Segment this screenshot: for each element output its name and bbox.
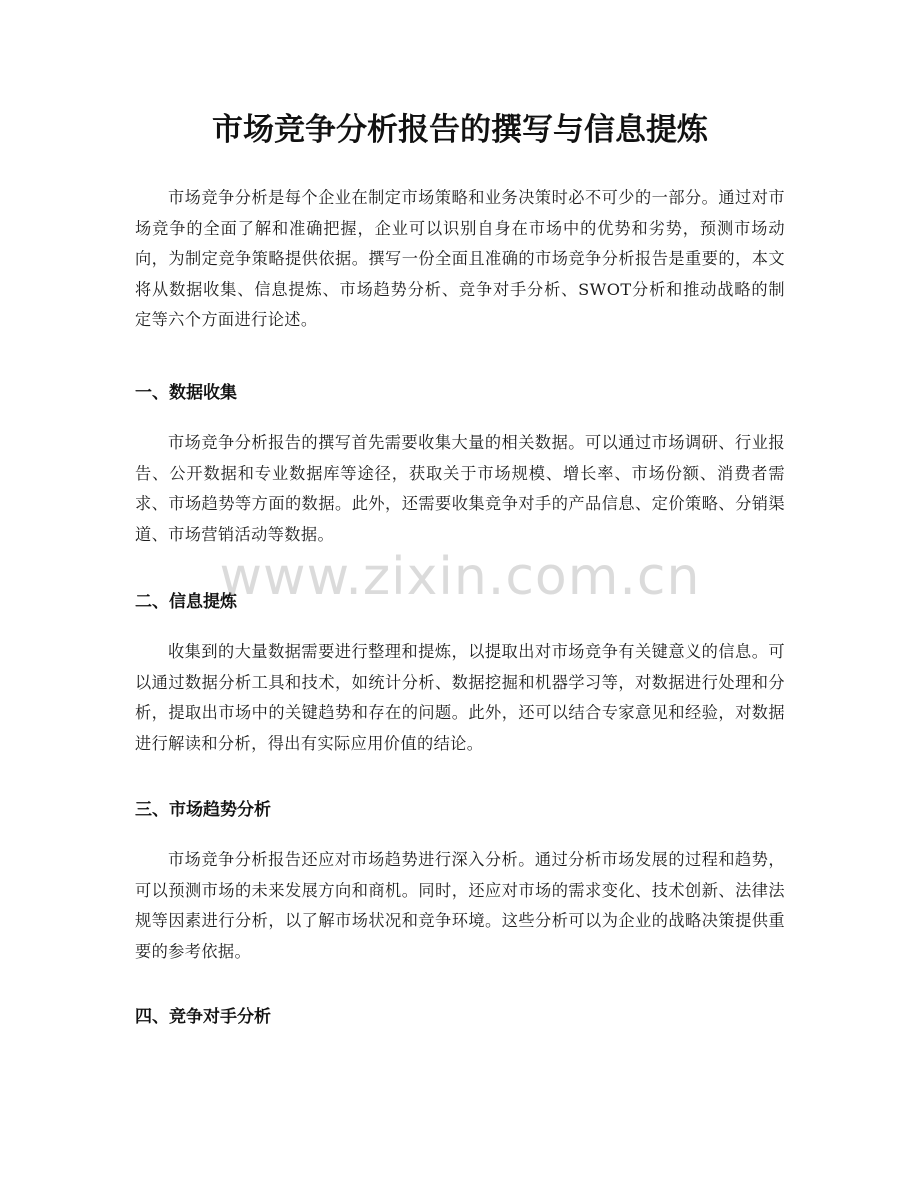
section-body-info-refinement: 收集到的大量数据需要进行整理和提炼，以提取出对市场竞争有关键意义的信息。可以通过数据分析工具和技术，如统计分析、数据挖掘和机器学习等，对数据进行处理和分析，提取出市场中的关键趋势和存在的问题。此外，还可以结合专家意见和经验，对数据进行解读和分析，得出有实际应用价值的结论。 [135, 642, 785, 753]
section-heading-market-trend: 三、市场趋势分析 [135, 800, 271, 820]
section-body-market-trend: 市场竞争分析报告还应对市场趋势进行深入分析。通过分析市场发展的过程和趋势，可以预测市场的未来发展方向和商机。同时，还应对市场的需求变化、技术创新、法律法规等因素进行分析，以了解市场状况和竞争环境。这些分析可以为企业的战略决策提供重要的参考依据。 [135, 850, 785, 961]
section-heading-competitor-analysis: 四、竞争对手分析 [135, 1007, 271, 1027]
section-body-data-collection: 市场竞争分析报告的撰写首先需要收集大量的相关数据。可以通过市场调研、行业报告、公开数据和专业数据库等途径，获取关于市场规模、增长率、市场份额、消费者需求、市场趋势等方面的数据。此外，还需要收集竞争对手的产品信息、定价策略、分销渠道、市场营销活动等数据。 [135, 433, 785, 544]
section-heading-data-collection: 一、数据收集 [135, 383, 237, 403]
section-heading-info-refinement: 二、信息提炼 [135, 592, 237, 612]
document-title: 市场竞争分析报告的撰写与信息提炼 [212, 112, 708, 148]
watermark: www.zixin.com.cn [219, 547, 701, 607]
intro-paragraph: 市场竞争分析是每个企业在制定市场策略和业务决策时必不可少的一部分。通过对市场竞争的全面了解和准确把握，企业可以识别自身在市场中的优势和劣势，预测市场动向，为制定竞争策略提供依据。撰写一份全面且准确的市场竞争分析报告是重要的，本文将从数据收集、信息提炼、市场趋势分析、竞争对手分析、SWOT分析和推动战略的制定等六个方面进行论述。 [135, 188, 785, 329]
